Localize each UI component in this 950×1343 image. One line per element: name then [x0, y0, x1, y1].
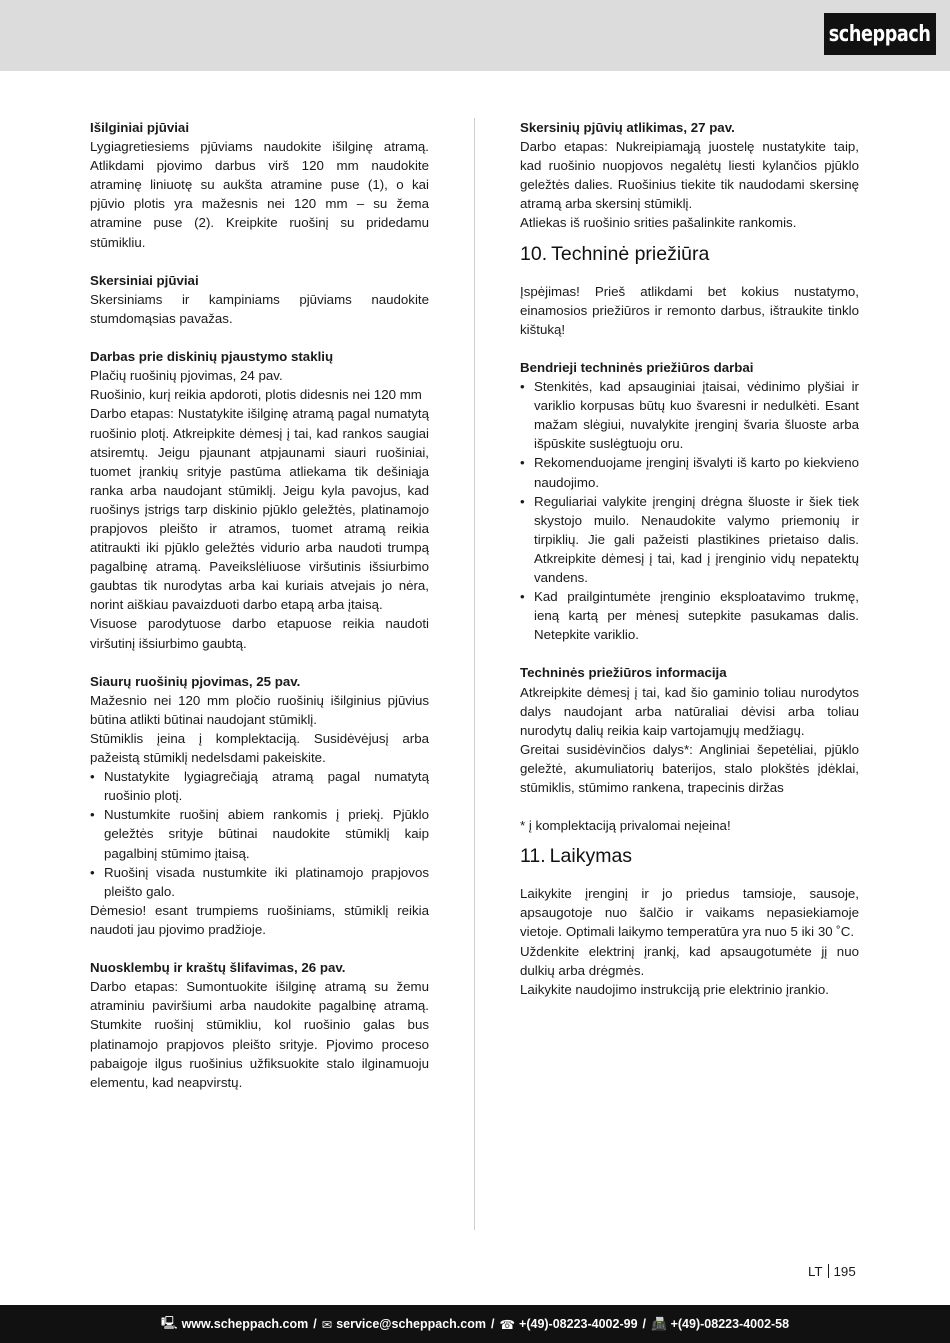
list-item: • Ruošinį visada nustumkite iki platinamojo prapjovos pleišto galo.	[90, 863, 429, 901]
separator: /	[490, 1317, 495, 1331]
heading-siauru: Siaurų ruošinių pjovimas, 25 pav.	[90, 673, 301, 689]
list-item: • Nustatykite lygiagrečiąją atramą pagal numatytą ruošinio plotį.	[90, 767, 429, 805]
paragraph: Laikykite įrenginį ir jo priedus tamsioje, sausoje, apsaugotoje nuo šalčio ir vaikams nepasiekiamoje vietoje. Optimali laikymo temperatūra yra nuo 5 iki 30 ˚C.	[520, 886, 859, 940]
paragraph: Skersiniams ir kampiniams pjūviams naudokite stumdomąsias pavažas.	[90, 291, 429, 326]
heading-skersiniai: Skersiniai pjūviai	[90, 272, 199, 288]
warning-paragraph: Įspėjimas! Prieš atlikdami bet kokius nustatymo, einamosios priežiūros ir remonto darbus, ištraukite tinklo kištuką!	[520, 283, 859, 337]
header-bar	[0, 0, 950, 71]
mail-icon: ✉	[321, 1317, 333, 1332]
heading-bendrieji: Bendrieji techninės priežiūros darbai	[520, 359, 754, 375]
fax-icon: 📠	[651, 1316, 667, 1331]
section-title-10	[520, 241, 859, 267]
separator: /	[313, 1317, 317, 1331]
separator	[828, 1264, 829, 1278]
paragraph: Dėmesio! esant trumpiems ruošiniams, stūmiklį reikia naudoti jau pjovimo pradžioje.	[90, 902, 429, 937]
phone-icon: ☎	[499, 1317, 516, 1332]
list-item: • Nustumkite ruošinį abiem rankomis į priekį. Pjūklo geležtės srityje būtinai naudokite stūmiklį kaip pagalbinį stūmimo įtaisą.	[90, 805, 429, 862]
paragraph: Stūmiklis įeina į komplektaciją. Susidėvėjusį arba pažeistą stūmiklį nedelsdami pakeiskite.	[90, 731, 429, 766]
heading-isilginiai: Išilginiai pjūviai	[90, 120, 190, 135]
paragraph: Laikykite naudojimo instrukciją prie elektrinio įrankio.	[520, 981, 829, 997]
list-item: • Rekomenduojame įrenginį išvalyti iš karto po kiekvieno naudojimo.	[520, 453, 859, 491]
list-item: • Stenkitės, kad apsauginiai įtaisai, vėdinimo plyšiai ir variklio korpusas būtų kuo švaresni ir nedulkėti. Esant mažam slėgiui, nuvalykite įrenginį švaria šluoste arba išpūskite suslėgtuoju oru.	[520, 377, 859, 453]
paragraph: Visuose parodytuose darbo etapuose reikia naudoti viršutinį išsiurbimo gaubtą.	[90, 616, 429, 651]
left-column	[90, 118, 429, 1092]
language-code: LT	[808, 1264, 823, 1279]
section-number: 11.	[520, 845, 546, 868]
section-title-11	[520, 843, 859, 869]
page-number-value: 195	[833, 1264, 856, 1279]
footer-bar	[0, 1305, 950, 1343]
column-divider	[474, 118, 475, 1230]
paragraph: Mažesnio nei 120 mm pločio ruošinių išilginius pjūvius būtina atlikti būtinai naudojant stūmiklį.	[90, 692, 429, 727]
list-item: • Kad prailgintumėte įrenginio eksploatavimo trukmę, ieną kartą per mėnesį sutepkite pasukamas dalis. Netepkite variklio.	[520, 587, 859, 644]
section-title-text: Laikymas	[549, 845, 633, 868]
section-title-text: Techninė priežiūra	[551, 242, 710, 265]
computer-icon: 🖳	[160, 1315, 178, 1330]
paragraph: Atkreipkite dėmesį į tai, kad šio gaminio toliau nurodytos dalys naudojant arba natūraliai dėvisi arba toliau nurodytų dalių reikia kaip vartojamųjų medžiagų.	[520, 684, 859, 738]
fax-number: +(49)-08223-4002-58	[670, 1317, 790, 1331]
bullet-list	[520, 377, 859, 644]
heading-technines-info: Techninės priežiūros informacija	[520, 665, 727, 681]
paragraph: Uždenkite elektrinį įrankį, kad apsaugotumėte jį nuo dulkių arba drėgmės.	[520, 943, 859, 978]
paragraph: Darbo etapas: Nukreipiamąją juostelę nustatykite taip, kad ruošinio nuopjovos negalėtų liesti kylančios pjūklo geležtės dalies. Ruošinius tiekite tik naudodami skersinę atramą arba skersinį stūmiklį.	[520, 139, 859, 212]
paragraph: Ruošinio, kurį reikia apdoroti, plotis didesnis nei 120 mm	[90, 387, 422, 403]
logo-text: scheppach	[829, 21, 931, 47]
paragraph: Plačių ruošinių pjovimas, 24 pav.	[90, 368, 283, 384]
scheppach-logo	[824, 13, 936, 55]
paragraph: Atliekas iš ruošinio srities pašalinkite rankomis.	[520, 215, 797, 231]
paragraph: Darbo etapas: Sumontuokite išilginę atramą su žemu atraminiu paviršiumi arba naudokite pagalbinę atramą. Stumkite ruošinį stūmikliu, kol ruošinio galas bus platinamojo prapjovos pleišto srityje. Pjovimo proceso pabaigoje ilgus ruošinius užfiksuokite stalo ilginamuoju elementu, kad neapvirstų.	[90, 979, 429, 1090]
section-number: 10.	[520, 242, 548, 265]
footnote: * į komplektaciją privalomai neįeina!	[520, 818, 731, 834]
paragraph: Lygiagretiesiems pjūviams naudokite išilginę atramą. Atlikdami pjovimo darbus virš 120 mm naudokite atraminę liniuotę su aukšta atramine puse (1), o kai pjūvio plotis yra mažesnis nei 120 mm – su žema atramine puse (2). Kreipkite ruošinį su pridedamu stūmikliu.	[90, 139, 429, 250]
heading-nuosklembu: Nuosklembų ir kraštų šlifavimas, 26 pav.	[90, 960, 346, 976]
heading-darbas: Darbas prie diskinių pjaustymo staklių	[90, 349, 334, 365]
list-item: • Reguliariai valykite įrenginį drėgna šluoste ir šiek tiek skystojo muilo. Nenaudokite valymo priemonių ir tirpiklių. Jie gali pažeisti plastikines prietaiso dalis. Atkreipkite dėmesį į tai, kad į įrenginio vidų nepatektų vandens.	[520, 492, 859, 587]
bullet-list	[90, 767, 429, 901]
email-link[interactable]: service@scheppach.com	[336, 1317, 486, 1331]
paragraph: Greitai susidėvinčios dalys*: Angliniai šepetėliai, pjūklo geležtė, akumuliatorių baterijos, stalo plokštės įdėklai, stūmiklis, stūmimo rankena, trapecinis diržas	[520, 741, 859, 795]
paragraph: Darbo etapas: Nustatykite išilginę atramą pagal numatytą ruošinio plotį. Atkreipkite dėmesį į tai, kad rankos saugiai atsiremtų. Jeigu pjaunant atpjaunami siauri ruošiniai, tuomet įrankių srityje pastūma atliekama tik dešiniąja ranka arba naudojant stūmiklį. Jeigu kyla pavojus, kad ruošinys įstrigs tarp diskinio pjūklo geležtės, platinamojo prapjovos pleišto ir atramos, tuomet atramą reikia atitraukti iki pjūklo geležtės vidurio arba naudoti trumpą pagalbinę atramą. Paveikslėliuose viršutinis išsiurbimo gaubtas tik nurodytas arba kai kuriais atvejais jo nėra, norint aiškiau pavaizduoti darbo etapą arba įtaisą.	[90, 406, 429, 613]
separator: /	[642, 1317, 647, 1331]
heading-skersiniu: Skersinių pjūvių atlikimas, 27 pav.	[520, 120, 735, 135]
website-link[interactable]: www.scheppach.com	[181, 1317, 309, 1331]
page-number	[808, 1264, 856, 1279]
phone-number: +(49)-08223-4002-99	[519, 1317, 638, 1331]
right-column	[520, 118, 859, 999]
